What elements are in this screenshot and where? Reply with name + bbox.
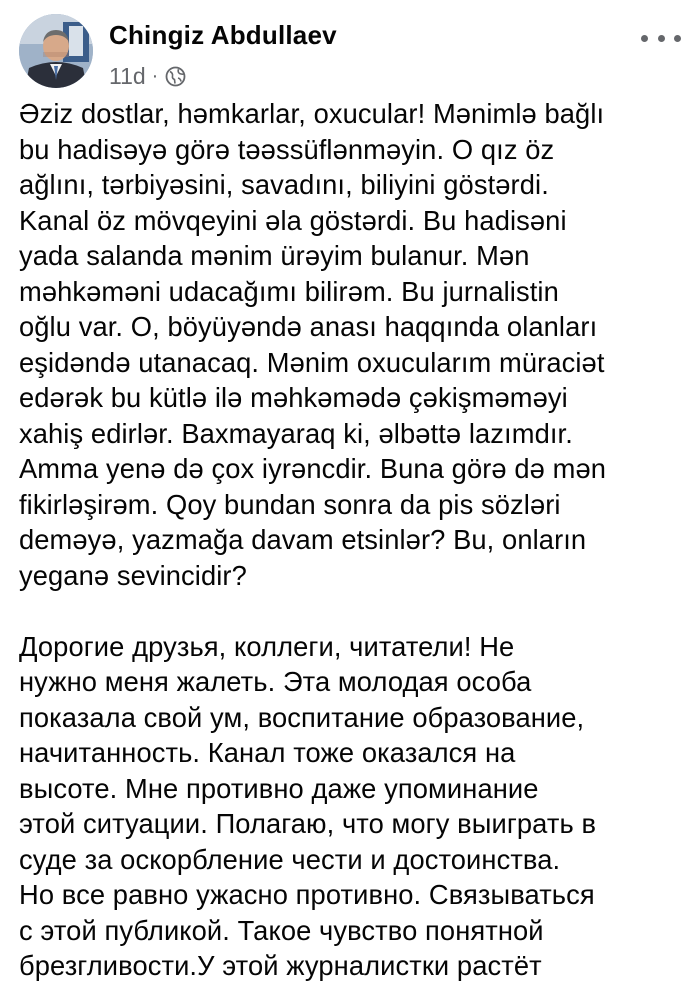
post-header	[19, 14, 683, 90]
more-dot	[674, 35, 681, 42]
author-name[interactable]: Chingiz Abdullaev	[109, 20, 337, 50]
post-time[interactable]: 11d	[109, 62, 146, 89]
post-paragraph-azerbaijani: Əziz dostlar, həmkarlar, oxucular! Mənimlə bağlı bu hadisəyə görə təəssüflənməyin. O qız öz ağlını, tərbiyəsini, savadını, biliyini göstərdi. Kanal öz mövqeyini əla göstərdi. Bu hadisəni yada salanda mənim ürəyim bulanur. Mən məhkəməni udacağımı bilirəm. Bu jurnalistin oğlu var. O, böyüyəndə anası haqqında olanları eşidəndə utanacaq. Mənim oxucularım müraciət edərək bu kütlə ilə məhkəmədə çəkişməməyi xahiş edirlər. Baxmayaraq ki, əlbəttə lazımdır. Amma yenə də çox iyrəncdir. Buna görə də mən fikirləşirəm. Qoy bundan sonra da pis sözləri deməyə, yazmağa davam etsinlər? Bu, onların yeganə sevincidir?	[19, 98, 607, 591]
more-dot	[658, 35, 665, 42]
profile-photo	[19, 14, 93, 88]
author-avatar[interactable]	[19, 14, 93, 88]
post-body	[19, 96, 689, 984]
post-meta	[109, 62, 186, 90]
post-paragraph-russian: Дорогие друзья, коллеги, читатели! Не нужно меня жалеть. Эта молодая особа показала свой ум, воспитание образование, начитанность. Канал тоже оказался на высоте. Мне противно даже упоминание этой ситуации. Полагаю, что могу выиграть в суде за оскорбление чести и достоинства. Но все равно ужасно противно. Связываться с этой публикой. Такое чувство понятной брезгливости.У этой журналистки растёт	[19, 630, 597, 981]
more-options-icon[interactable]	[641, 28, 681, 48]
meta-separator: ·	[151, 64, 159, 87]
more-dot	[641, 35, 648, 42]
globe-icon[interactable]	[165, 66, 186, 87]
